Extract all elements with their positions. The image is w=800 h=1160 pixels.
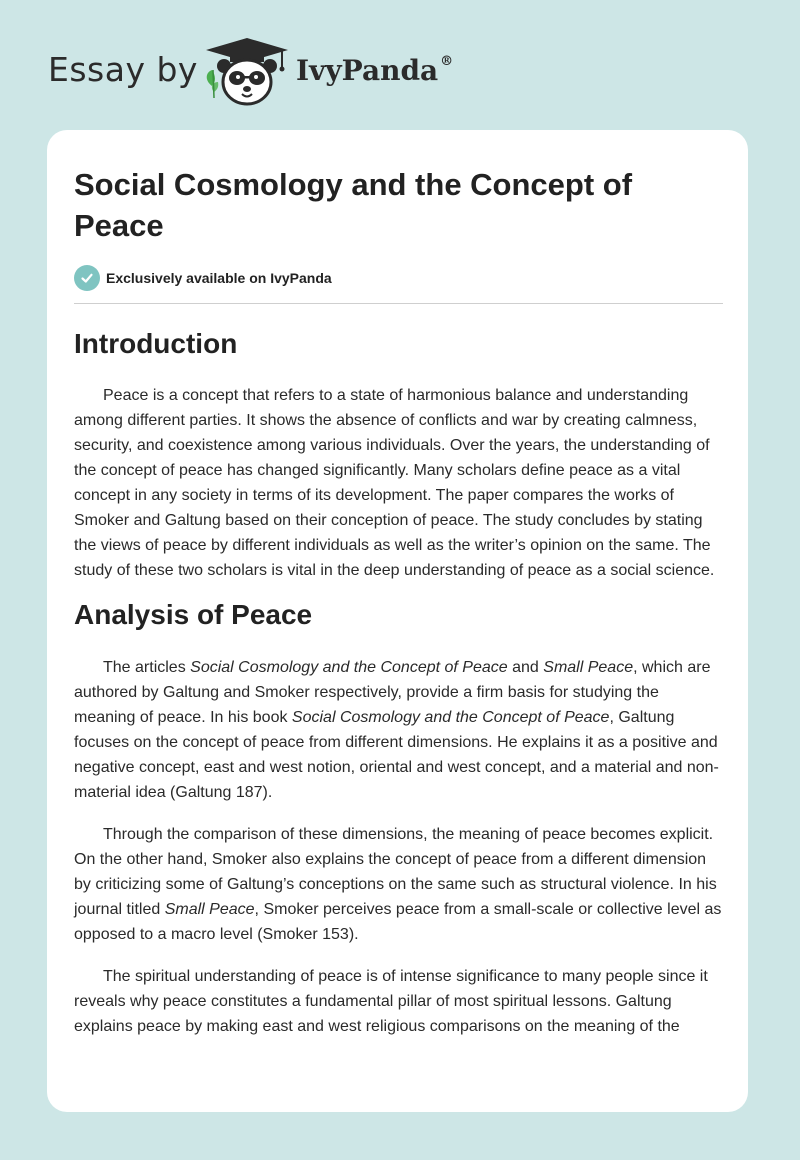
section-heading-analysis: Analysis of Peace [74, 599, 313, 630]
paragraph: Peace is a concept that refers to a state of harmonious balance and understanding among different parties. It shows the absence of conflicts and war by creating calmness, security, and coexistence among various individuals. Over the years, the understanding of the concept of peace has changed significantly. Many scholars define peace as a vital concept in any society in terms of its development. The paper compares the works of Smoker and Galtung based on their conception of peace. The study concludes by stating the views of peace by different individuals as well as the writer’s opinion on the same. The study of these two scholars is vital in the deep understanding of peace as a social science. [74, 387, 715, 579]
paragraph: The spiritual understanding of peace is of intense significance to many people since it reveals why peace constitutes a fundamental pillar of most spiritual lessons. Galtung explains peace by making east and west religious comparisons on the meaning of the [74, 968, 708, 1035]
text-run: , which are authored by Galtung and Smoker respectively, provide a firm basis for studying the meaning of peace. In his book [74, 659, 711, 726]
exclusive-badge [74, 264, 724, 292]
text-run: and [507, 659, 544, 676]
book-title: Social Cosmology and the Concept of Peace [190, 659, 508, 676]
brand-name-text: IvyPanda [296, 54, 439, 87]
section-heading-introduction: Introduction [74, 328, 238, 359]
article-card [47, 130, 748, 1112]
text-run: , Galtung focuses on the concept of peace from different dimensions. He explains it as a positive and negative concept, east and west notion, oriental and west concept, and a material and non-material idea (Galtung 187). [74, 709, 719, 801]
journal-title: Small Peace [164, 901, 255, 918]
check-icon [74, 265, 100, 291]
paragraph [74, 655, 724, 805]
brand-essay-by: Essay by [48, 50, 198, 89]
registered-mark: ® [440, 54, 454, 69]
book-title: Social Cosmology and the Concept of Peace [291, 709, 610, 726]
panda-logo-icon[interactable] [202, 36, 292, 108]
site-header [0, 0, 800, 130]
brand-name[interactable] [296, 54, 453, 87]
paragraph [74, 822, 724, 947]
text-run: , Smoker perceives peace from a small-scale or collective level as opposed to a macro level (Smoker 153). [74, 901, 722, 943]
article-title: Social Cosmology and the Concept of Peace [74, 167, 633, 243]
text-run: The articles [103, 659, 191, 676]
text-run: Through the comparison of these dimensions, the meaning of peace becomes explicit. On the other hand, Smoker also explains the concept of peace from a different dimension by criticizing some of Galtung’s conceptions on the same such as structural violence. In his journal titled [74, 826, 717, 918]
divider [74, 303, 723, 304]
exclusive-label: Exclusively available on IvyPanda [106, 270, 332, 286]
journal-title: Small Peace [543, 659, 634, 676]
article-body [74, 164, 724, 1039]
